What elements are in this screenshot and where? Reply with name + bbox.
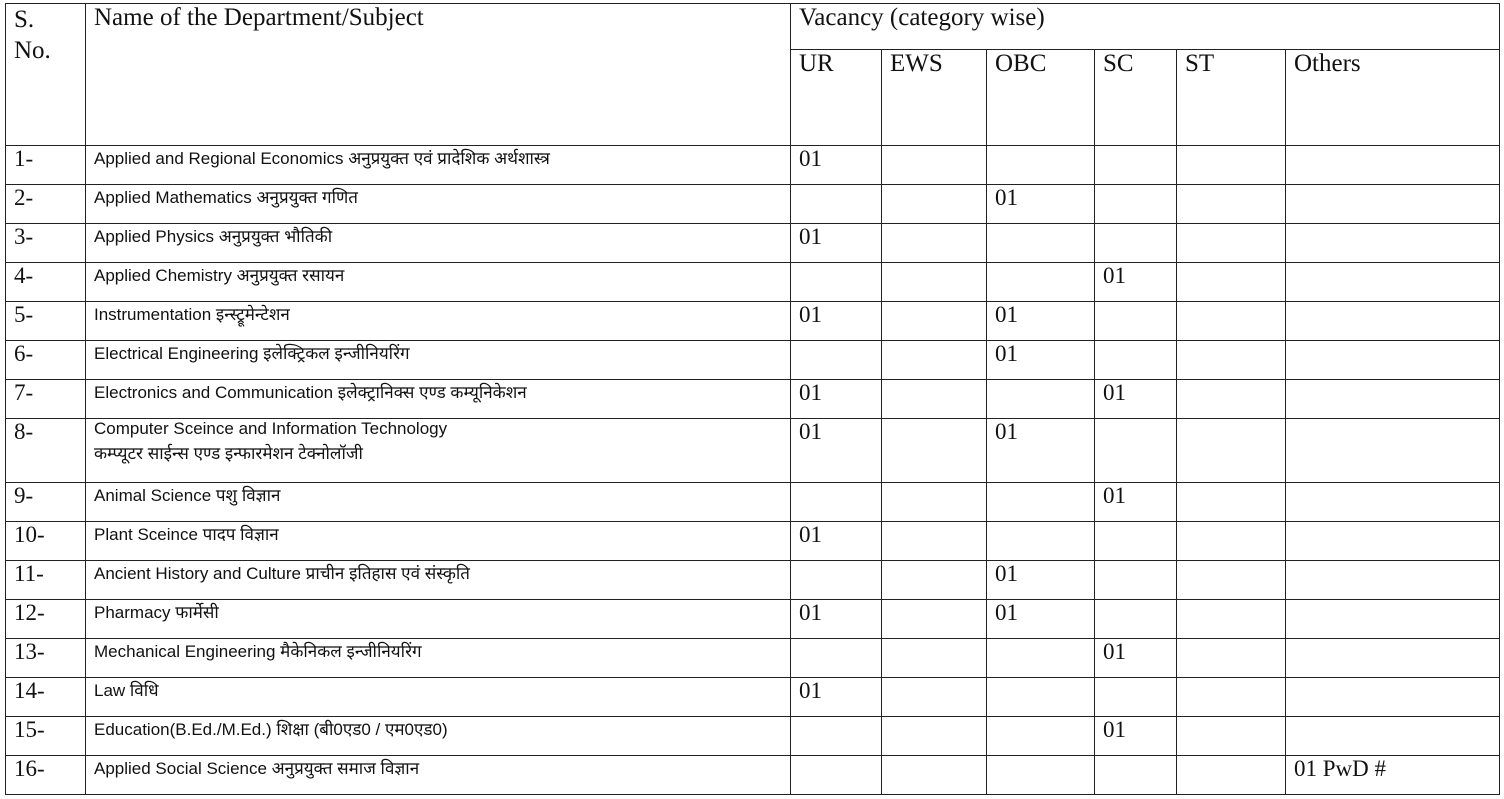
- vacancy-st-cell: [1177, 483, 1286, 522]
- vacancy-ur-cell: 01: [791, 418, 882, 483]
- table-row: [6, 522, 1500, 561]
- vacancy-ews-cell: [882, 379, 987, 418]
- vacancy-sc-cell: 01: [1095, 483, 1177, 522]
- table-row: [6, 223, 1500, 262]
- row-sno: 6-: [6, 340, 86, 379]
- department-name-line: Mechanical Engineering मैकेनिकल इन्जीनियरिंग: [94, 642, 422, 662]
- vacancy-ews-cell: [882, 678, 987, 717]
- vacancy-ews-cell: [882, 716, 987, 755]
- row-sno: 16-: [6, 755, 86, 794]
- vacancy-ews-cell: [882, 483, 987, 522]
- vacancy-ur-cell: 01: [791, 223, 882, 262]
- vacancy-obc-cell: [987, 223, 1095, 262]
- vacancy-obc-cell: [987, 639, 1095, 678]
- vacancy-st-cell: [1177, 600, 1286, 639]
- vacancy-sc-cell: 01: [1095, 639, 1177, 678]
- vacancy-sc-cell: [1095, 146, 1177, 185]
- table-row: [6, 600, 1500, 639]
- vacancy-others-cell: [1286, 184, 1500, 223]
- vacancy-ews-cell: [882, 184, 987, 223]
- header-department: Name of the Department/Subject: [86, 4, 791, 146]
- table-row: [6, 184, 1500, 223]
- vacancy-others-cell: [1286, 340, 1500, 379]
- department-name-line: Instrumentation इन्स्ट्रूमेन्टेशन: [94, 304, 290, 324]
- department-name-line: Law विधि: [94, 681, 159, 700]
- vacancy-obc-cell: [987, 262, 1095, 301]
- vacancy-others-cell: [1286, 379, 1500, 418]
- row-department-name: [86, 379, 791, 418]
- department-name-line-2: कम्प्यूटर साईन्स एण्ड इन्फारमेशन टेक्नोलॉजी: [94, 443, 363, 463]
- header-ur: UR: [791, 50, 882, 146]
- vacancy-others-cell: [1286, 639, 1500, 678]
- department-name-line: Electronics and Communication इलेक्ट्रानिक्स एण्ड कम्यूनिकेशन: [94, 382, 527, 402]
- vacancy-obc-cell: [987, 678, 1095, 717]
- vacancy-others-cell: [1286, 262, 1500, 301]
- vacancy-sc-cell: 01: [1095, 716, 1177, 755]
- vacancy-ews-cell: [882, 340, 987, 379]
- vacancy-ews-cell: [882, 301, 987, 340]
- vacancy-ur-cell: 01: [791, 379, 882, 418]
- vacancy-ur-cell: [791, 561, 882, 600]
- row-sno: 5-: [6, 301, 86, 340]
- row-department-name: [86, 262, 791, 301]
- department-name-line: Applied Mathematics अनुप्रयुक्त गणित: [94, 187, 358, 207]
- vacancy-st-cell: [1177, 755, 1286, 794]
- row-department-name: [86, 184, 791, 223]
- vacancy-others-cell: 01 PwD #: [1286, 755, 1500, 794]
- department-name-line: Electrical Engineering इलेक्ट्रिकल इन्जीनियरिंग: [94, 343, 410, 363]
- header-vacancy: Vacancy (category wise): [791, 4, 1500, 50]
- header-sc: SC: [1095, 50, 1177, 146]
- department-name-line: Plant Sceince पादप विज्ञान: [94, 525, 279, 545]
- vacancy-sc-cell: [1095, 184, 1177, 223]
- department-name-line: Applied and Regional Economics अनुप्रयुक्त एवं प्रादेशिक अर्थशास्त्र: [94, 149, 550, 168]
- vacancy-st-cell: [1177, 678, 1286, 717]
- vacancy-ews-cell: [882, 639, 987, 678]
- vacancy-ur-cell: [791, 340, 882, 379]
- vacancy-obc-cell: [987, 522, 1095, 561]
- vacancy-table: [5, 3, 1500, 795]
- vacancy-obc-cell: [987, 483, 1095, 522]
- vacancy-obc-cell: [987, 716, 1095, 755]
- vacancy-sc-cell: [1095, 301, 1177, 340]
- table-row: [6, 301, 1500, 340]
- vacancy-ur-cell: [791, 262, 882, 301]
- table-row: [6, 678, 1500, 717]
- table-row: [6, 418, 1500, 483]
- row-department-name: [86, 146, 791, 185]
- table-row: [6, 716, 1500, 755]
- vacancy-ur-cell: [791, 184, 882, 223]
- vacancy-ur-cell: 01: [791, 678, 882, 717]
- row-department-name: [86, 223, 791, 262]
- vacancy-ur-cell: 01: [791, 146, 882, 185]
- vacancy-st-cell: [1177, 639, 1286, 678]
- table-body: [6, 146, 1500, 795]
- table-row: [6, 379, 1500, 418]
- vacancy-sc-cell: [1095, 678, 1177, 717]
- vacancy-ur-cell: [791, 639, 882, 678]
- vacancy-sc-cell: [1095, 755, 1177, 794]
- vacancy-ur-cell: [791, 755, 882, 794]
- header-st: ST: [1177, 50, 1286, 146]
- vacancy-obc-cell: 01: [987, 340, 1095, 379]
- row-sno: 4-: [6, 262, 86, 301]
- row-sno: 13-: [6, 639, 86, 678]
- row-department-name: [86, 483, 791, 522]
- row-department-name: [86, 301, 791, 340]
- row-department-name: [86, 755, 791, 794]
- vacancy-st-cell: [1177, 184, 1286, 223]
- row-sno: 2-: [6, 184, 86, 223]
- vacancy-ews-cell: [882, 146, 987, 185]
- table-row: [6, 262, 1500, 301]
- department-name-line: Education(B.Ed./M.Ed.) शिक्षा (बी0एड0 / एम0एड0): [94, 719, 448, 739]
- vacancy-st-cell: [1177, 561, 1286, 600]
- row-sno: 9-: [6, 483, 86, 522]
- vacancy-sc-cell: 01: [1095, 262, 1177, 301]
- row-department-name: [86, 340, 791, 379]
- vacancy-st-cell: [1177, 379, 1286, 418]
- vacancy-others-cell: [1286, 716, 1500, 755]
- vacancy-others-cell: [1286, 561, 1500, 600]
- vacancy-obc-cell: 01: [987, 418, 1095, 483]
- row-sno: 8-: [6, 418, 86, 483]
- row-department-name: [86, 418, 791, 483]
- row-department-name: [86, 639, 791, 678]
- vacancy-others-cell: [1286, 223, 1500, 262]
- department-name-line: Computer Sceince and Information Technology: [94, 418, 448, 438]
- vacancy-ur-cell: 01: [791, 301, 882, 340]
- vacancy-ur-cell: 01: [791, 600, 882, 639]
- vacancy-sc-cell: [1095, 340, 1177, 379]
- vacancy-others-cell: [1286, 600, 1500, 639]
- table-row: [6, 755, 1500, 794]
- vacancy-others-cell: [1286, 522, 1500, 561]
- vacancy-others-cell: [1286, 146, 1500, 185]
- vacancy-obc-cell: 01: [987, 561, 1095, 600]
- vacancy-others-cell: [1286, 301, 1500, 340]
- table-row: [6, 483, 1500, 522]
- vacancy-ur-cell: [791, 483, 882, 522]
- vacancy-sc-cell: 01: [1095, 379, 1177, 418]
- vacancy-st-cell: [1177, 262, 1286, 301]
- row-department-name: [86, 716, 791, 755]
- vacancy-ews-cell: [882, 522, 987, 561]
- department-name-line: Pharmacy फार्मेसी: [94, 603, 219, 623]
- department-name-line: Applied Social Science अनुप्रयुक्त समाज विज्ञान: [94, 758, 420, 778]
- vacancy-sc-cell: [1095, 522, 1177, 561]
- table-row: [6, 639, 1500, 678]
- vacancy-sc-cell: [1095, 600, 1177, 639]
- vacancy-st-cell: [1177, 301, 1286, 340]
- row-department-name: [86, 522, 791, 561]
- row-sno: 10-: [6, 522, 86, 561]
- vacancy-ews-cell: [882, 418, 987, 483]
- vacancy-ews-cell: [882, 600, 987, 639]
- vacancy-st-cell: [1177, 522, 1286, 561]
- vacancy-sc-cell: [1095, 223, 1177, 262]
- table-row: [6, 561, 1500, 600]
- vacancy-obc-cell: [987, 146, 1095, 185]
- row-sno: 3-: [6, 223, 86, 262]
- vacancy-others-cell: [1286, 483, 1500, 522]
- header-obc: OBC: [987, 50, 1095, 146]
- vacancy-sc-cell: [1095, 418, 1177, 483]
- vacancy-ews-cell: [882, 561, 987, 600]
- vacancy-sc-cell: [1095, 561, 1177, 600]
- vacancy-obc-cell: 01: [987, 184, 1095, 223]
- row-department-name: [86, 600, 791, 639]
- header-ews: EWS: [882, 50, 987, 146]
- vacancy-ews-cell: [882, 755, 987, 794]
- vacancy-obc-cell: 01: [987, 301, 1095, 340]
- vacancy-st-cell: [1177, 340, 1286, 379]
- table-row: [6, 146, 1500, 185]
- vacancy-st-cell: [1177, 223, 1286, 262]
- department-name-line: Animal Science पशु विज्ञान: [94, 486, 281, 506]
- vacancy-ur-cell: [791, 716, 882, 755]
- vacancy-st-cell: [1177, 716, 1286, 755]
- department-name-line: Applied Physics अनुप्रयुक्त भौतिकी: [94, 226, 333, 246]
- row-sno: 11-: [6, 561, 86, 600]
- header-others: Others: [1286, 50, 1500, 146]
- row-sno: 15-: [6, 716, 86, 755]
- vacancy-others-cell: [1286, 418, 1500, 483]
- vacancy-st-cell: [1177, 418, 1286, 483]
- header-sno: S. No.: [6, 4, 86, 146]
- department-name-line: Applied Chemistry अनुप्रयुक्त रसायन: [94, 265, 345, 285]
- row-department-name: [86, 561, 791, 600]
- vacancy-st-cell: [1177, 146, 1286, 185]
- row-sno: 1-: [6, 146, 86, 185]
- row-sno: 7-: [6, 379, 86, 418]
- vacancy-obc-cell: [987, 755, 1095, 794]
- row-sno: 14-: [6, 678, 86, 717]
- row-sno: 12-: [6, 600, 86, 639]
- vacancy-ur-cell: 01: [791, 522, 882, 561]
- row-department-name: [86, 678, 791, 717]
- vacancy-obc-cell: 01: [987, 600, 1095, 639]
- vacancy-others-cell: [1286, 678, 1500, 717]
- department-name-line: Ancient History and Culture प्राचीन इतिहास एवं संस्कृति: [94, 564, 471, 584]
- vacancy-ews-cell: [882, 223, 987, 262]
- vacancy-obc-cell: [987, 379, 1095, 418]
- vacancy-ews-cell: [882, 262, 987, 301]
- table-row: [6, 340, 1500, 379]
